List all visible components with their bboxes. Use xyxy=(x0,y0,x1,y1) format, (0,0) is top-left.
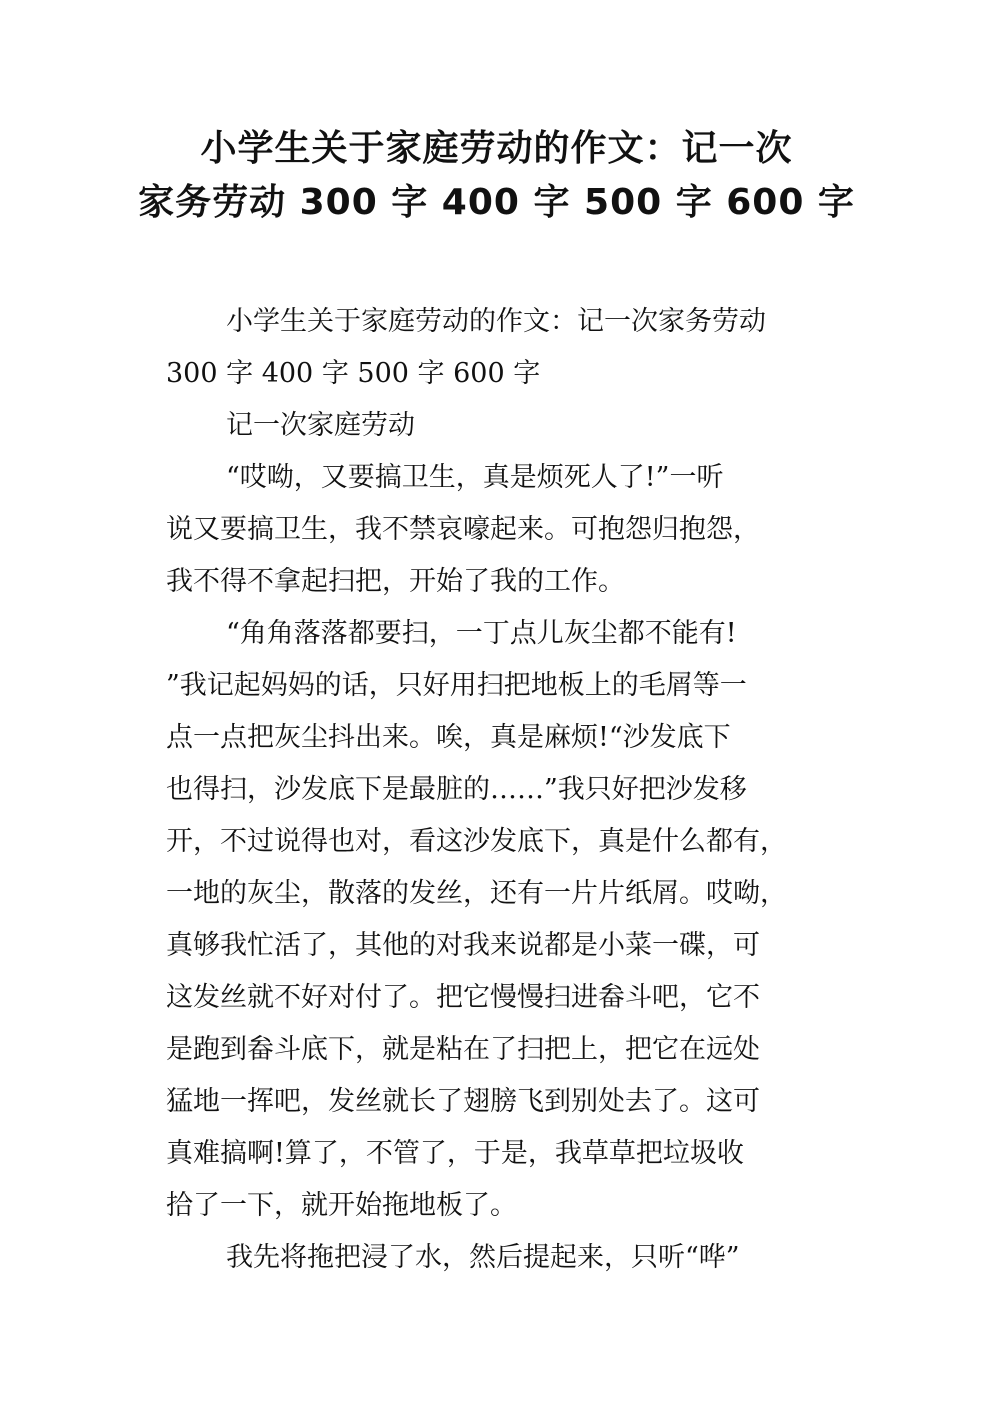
body-line: 猛地一挥吧，发丝就长了翅膀飞到别处去了。这可 xyxy=(166,1086,760,1117)
body-line: 点一点把灰尘抖出来。唉，真是麻烦!“沙发底下 xyxy=(166,722,731,753)
body-line: “角角落落都要扫，一丁点儿灰尘都不能有! xyxy=(226,618,737,649)
body-line: 我先将拖把浸了水，然后提起来，只听“哗” xyxy=(226,1242,740,1273)
body-line: 一地的灰尘，散落的发丝，还有一片片纸屑。哎呦， xyxy=(166,878,787,909)
body-line: 真难搞啊!算了，不管了，于是，我草草把垃圾收 xyxy=(166,1138,744,1169)
title-line: 家务劳动 300 字 400 字 500 字 600 字 xyxy=(138,182,855,223)
body-line: “哎呦，又要搞卫生，真是烦死人了!”一听 xyxy=(226,462,724,493)
body-line: 300 字 400 字 500 字 600 字 xyxy=(166,358,541,389)
body-line: 开，不过说得也对，看这沙发底下，真是什么都有， xyxy=(166,826,787,857)
body-line: 拾了一下，就开始拖地板了。 xyxy=(166,1190,517,1221)
body-line: 也得扫，沙发底下是最脏的……”我只好把沙发移 xyxy=(166,774,747,805)
body-line: 记一次家庭劳动 xyxy=(226,410,415,441)
document-body xyxy=(166,296,836,1284)
document-title xyxy=(120,122,873,230)
body-line: 这发丝就不好对付了。把它慢慢扫进畚斗吧，它不 xyxy=(166,982,760,1013)
body-line: 真够我忙活了，其他的对我来说都是小菜一碟，可 xyxy=(166,930,760,961)
body-line: 是跑到畚斗底下，就是粘在了扫把上，把它在远处 xyxy=(166,1034,760,1065)
body-line: ”我记起妈妈的话，只好用扫把地板上的毛屑等一 xyxy=(166,670,747,701)
body-line: 小学生关于家庭劳动的作文：记一次家务劳动 xyxy=(226,306,766,337)
title-line: 小学生关于家庭劳动的作文：记一次 xyxy=(200,128,793,169)
body-line: 我不得不拿起扫把，开始了我的工作。 xyxy=(166,566,625,597)
body-line: 说又要搞卫生，我不禁哀嚎起来。可抱怨归抱怨， xyxy=(166,514,760,545)
